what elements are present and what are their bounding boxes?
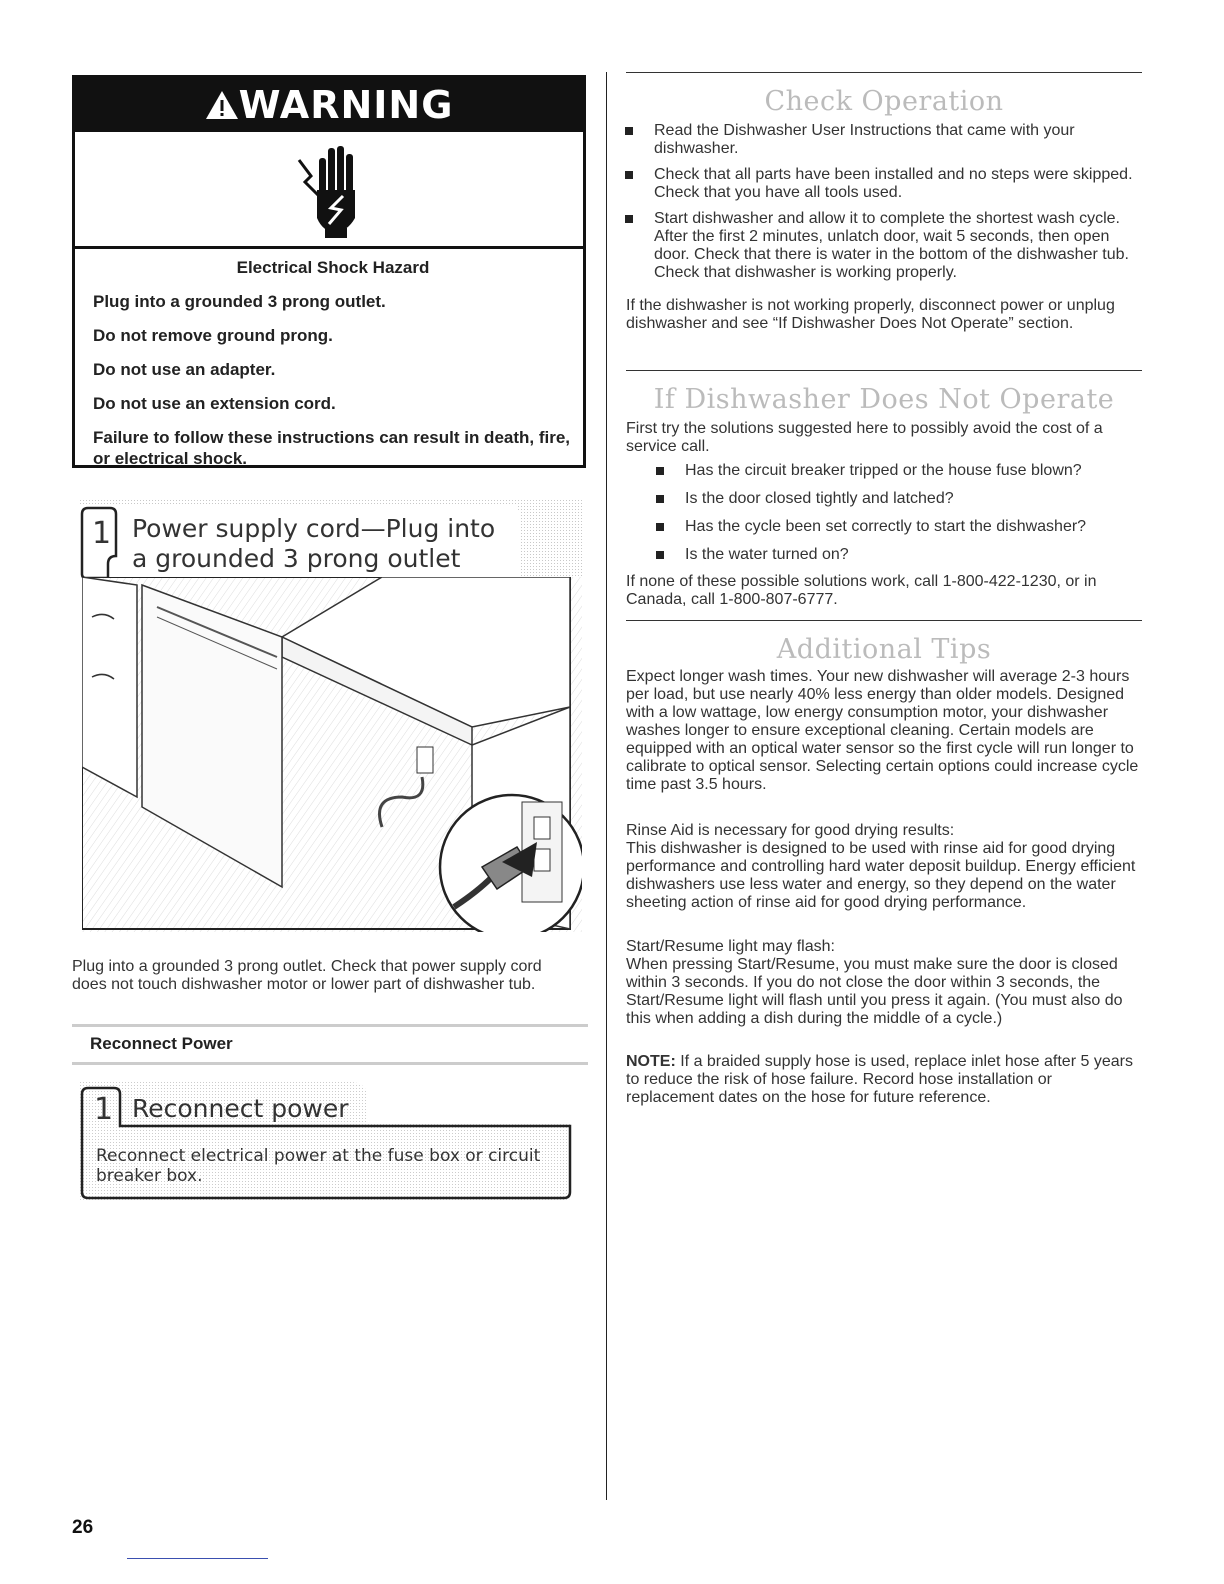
list-item: Read the Dishwasher User Instructions that came with your dishwasher. — [654, 122, 1142, 158]
list-item: Is the door closed tightly and latched? — [685, 490, 1142, 508]
reconnect-section-title: Reconnect Power — [90, 1034, 233, 1053]
warning-line: Do not use an adapter. — [93, 360, 276, 379]
column-divider — [606, 72, 607, 1500]
hazard-title: Electrical Shock Hazard — [236, 258, 430, 277]
tips-paragraph-3-heading: Start/Resume light may flash: — [626, 938, 835, 955]
footer-rule — [127, 1558, 268, 1559]
power-step-caption: Plug into a grounded 3 prong outlet. Check that power supply cord does not touch dishwasher motor or lower part of dishwasher tub. — [72, 958, 542, 993]
list-item: Has the circuit breaker tripped or the house fuse blown? — [685, 462, 1142, 480]
warning-title: WARNING — [238, 83, 454, 127]
step-title-line1: Power supply cord—Plug into — [132, 514, 496, 543]
reconnect-step-text: Reconnect electrical power at the fuse box or circuit breaker box. — [96, 1146, 541, 1186]
tips-paragraph-1: Expect longer wash times. Your new dishwasher will average 2-3 hours per load, but use nearly 40% less energy than older models. Designed with a low wattage, low energy consumption motor, your dishwasher washes longer to ensure exceptional cleaning. Certain models are equipped with an optical water sensor so the first cycle will run longer to calibrate to optical sensor. Selecting certain options could increase cycle time past 3.5 hours. — [626, 668, 1139, 793]
section-rule — [626, 620, 1142, 621]
warning-triangle-icon — [205, 90, 239, 120]
warning-box — [72, 75, 586, 468]
electric-shock-hand-icon — [295, 140, 365, 238]
tips-title: Additional Tips — [776, 634, 992, 665]
step-number: 1 — [92, 516, 112, 551]
not-operate-outro: If none of these possible solutions work, call 1-800-422-1230, or in Canada, call 1-800-807-6777. — [626, 573, 1097, 608]
warning-line: Failure to follow these instructions can result in death, fire, or electrical shock. — [93, 428, 571, 468]
not-operate-title: If Dishwasher Does Not Operate — [653, 384, 1115, 415]
reconnect-step-title: Reconnect power — [132, 1094, 349, 1123]
tips-paragraph-2: This dishwasher is designed to be used with rinse aid for good drying performance and controlling hard water deposit buildup. Energy efficient dishwashers use less water and energy, so they depend on the water sheeting action of rinse aid for good drying performance. — [626, 840, 1136, 911]
tips-paragraph-2-heading: Rinse Aid is necessary for good drying results: — [626, 822, 955, 839]
power-step-banner — [80, 500, 582, 580]
warning-line: Do not remove ground prong. — [93, 326, 333, 345]
check-operation-note: If the dishwasher is not working properly, disconnect power or unplug dishwasher and see “If Dishwasher Does Not Operate” section. — [626, 297, 1115, 332]
section-rule — [626, 72, 1142, 73]
not-operate-list — [685, 462, 1142, 574]
list-item: Start dishwasher and allow it to complete the shortest wash cycle. After the first 2 minutes, unlatch door, wait 5 seconds, then open door. Check that there is water in the bottom of the dishwasher tub. Check that dishwasher is working properly. — [654, 210, 1142, 282]
warning-body — [93, 258, 573, 482]
tips-paragraph-3: When pressing Start/Resume, you must make sure the door is closed within 3 seconds. If you do not close the door within 3 seconds, the Start/Resume light will flash until you press it again. (You must also do this when adding a dish during the middle of a cycle.) — [626, 956, 1123, 1027]
warning-icon-area — [75, 132, 583, 249]
dishwasher-power-illustration — [82, 577, 582, 932]
list-item: Has the cycle been set correctly to start the dishwasher? — [685, 518, 1142, 536]
note-label: NOTE: — [626, 1053, 676, 1070]
warning-line: Plug into a grounded 3 prong outlet. — [93, 292, 386, 311]
reconnect-step-number: 1 — [94, 1092, 114, 1127]
tips-note — [626, 1053, 1142, 1107]
list-item: Is the water turned on? — [685, 546, 1142, 564]
step-title-line2: a grounded 3 prong outlet — [132, 544, 461, 573]
list-item: Check that all parts have been installed and no steps were skipped. Check that you have all tools used. — [654, 166, 1142, 202]
check-operation-title: Check Operation — [764, 86, 1004, 117]
reconnect-step-panel — [80, 1082, 572, 1202]
reconnect-section-header — [72, 1024, 588, 1068]
section-rule — [626, 370, 1142, 371]
page-number: 26 — [72, 1517, 94, 1538]
warning-line: Do not use an extension cord. — [93, 394, 336, 413]
note-text: If a braided supply hose is used, replace inlet hose after 5 years to reduce the risk of hose failure. Record hose installation or replacement dates on the hose for future reference. — [626, 1053, 1133, 1106]
check-operation-list — [654, 122, 1142, 290]
warning-header — [75, 78, 583, 132]
not-operate-intro: First try the solutions suggested here to possibly avoid the cost of a service call. — [626, 420, 1103, 455]
